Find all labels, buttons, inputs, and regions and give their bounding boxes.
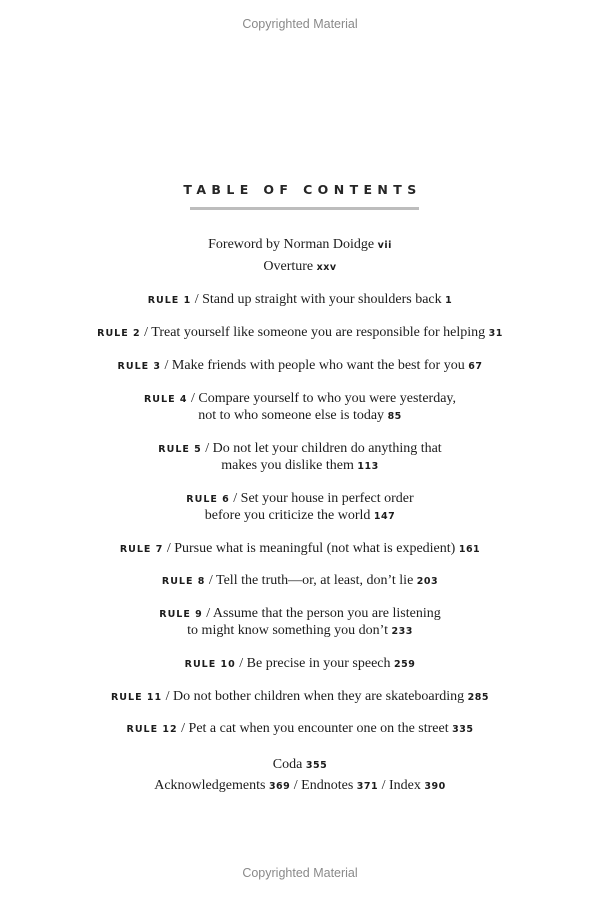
toc-entry-text: / Tell the truth—or, at least, don’t lie xyxy=(208,573,414,588)
toc-entry-rule-8[interactable] xyxy=(0,572,600,591)
toc-entry-text: Foreword by Norman Doidge xyxy=(208,237,375,252)
toc-entry-rule-7[interactable] xyxy=(0,540,600,559)
toc-page-number: 113 xyxy=(357,461,379,472)
toc-page-number: 233 xyxy=(391,626,413,637)
toc-entry-back-matter-row xyxy=(0,777,600,796)
toc-page-number: vii xyxy=(377,240,392,251)
toc-page-number: 67 xyxy=(468,361,483,372)
toc-page-number: 1 xyxy=(445,295,453,306)
toc-heading: TABLE OF CONTENTS xyxy=(183,182,422,197)
toc-entry-rule-12[interactable] xyxy=(0,720,600,739)
toc-entry-rule-4-continued[interactable] xyxy=(0,407,600,426)
toc-page-number: 161 xyxy=(458,544,481,555)
separator: / xyxy=(381,778,386,793)
toc-entry-endnotes[interactable] xyxy=(301,778,378,793)
toc-entry-text: before you criticize the world xyxy=(204,508,371,523)
watermark-top: Copyrighted Material xyxy=(242,17,358,31)
toc-page-number: 369 xyxy=(268,781,291,792)
toc-page-number: xxv xyxy=(316,262,337,273)
toc-entry-overture[interactable] xyxy=(0,258,600,277)
rule-label: RULE 6 xyxy=(186,494,230,505)
toc-page-number: 203 xyxy=(416,576,439,587)
rule-label: RULE 8 xyxy=(161,576,206,587)
rule-label: RULE 11 xyxy=(110,692,163,703)
toc-page-number: 371 xyxy=(356,781,379,792)
toc-page-number: 390 xyxy=(424,781,446,792)
toc-entry-text: to might know something you don’t xyxy=(187,623,388,638)
toc-entry-rule-10[interactable] xyxy=(0,655,600,674)
toc-entry-rule-2[interactable] xyxy=(0,324,600,343)
heading-underline xyxy=(190,207,419,210)
separator: / xyxy=(293,778,298,793)
toc-entry-text: not to who someone else is today xyxy=(198,408,385,423)
toc-entry-text: / Do not let your children do anything that xyxy=(205,441,442,456)
toc-entry-text: Endnotes xyxy=(301,778,354,793)
toc-entry-text: / Stand up straight with your shoulders back xyxy=(194,292,442,307)
toc-entry-acknowledgements[interactable] xyxy=(154,778,290,793)
toc-entry-text: / Compare yourself to who you were yesterday, xyxy=(190,391,456,406)
toc-page-number: 85 xyxy=(387,411,402,422)
toc-entry-foreword[interactable] xyxy=(0,236,600,255)
toc-entry-rule-1[interactable] xyxy=(0,291,600,310)
toc-entry-text: / Pursue what is meaningful (not what is expedient) xyxy=(166,541,456,556)
toc-page-number: 31 xyxy=(488,328,503,339)
toc-entry-text: / Be precise in your speech xyxy=(239,656,391,671)
toc-entry-text: Overture xyxy=(263,259,314,274)
toc-entry-index[interactable] xyxy=(389,778,446,793)
toc-page-number: 259 xyxy=(394,659,416,670)
rule-label: RULE 9 xyxy=(159,609,203,620)
toc-page-number: 335 xyxy=(452,724,474,735)
rule-label: RULE 1 xyxy=(147,295,192,306)
toc-entry-text: / Assume that the person you are listening xyxy=(206,606,441,621)
toc-entry-text: / Set your house in perfect order xyxy=(233,491,414,506)
toc-entry-text: / Treat yourself like someone you are responsible for helping xyxy=(144,325,486,340)
toc-entry-coda[interactable] xyxy=(0,756,600,775)
rule-label: RULE 10 xyxy=(184,659,236,670)
rule-label: RULE 7 xyxy=(119,544,164,555)
rule-label: RULE 2 xyxy=(97,328,141,339)
toc-entry-text: / Pet a cat when you encounter one on the street xyxy=(181,721,449,736)
toc-entry-text: Acknowledgements xyxy=(154,778,266,793)
watermark-bottom: Copyrighted Material xyxy=(242,866,358,880)
toc-entry-rule-3[interactable] xyxy=(0,357,600,376)
rule-label: RULE 3 xyxy=(117,361,162,372)
toc-entry-rule-9-continued[interactable] xyxy=(0,622,600,641)
toc-page-number: 147 xyxy=(373,511,396,522)
rule-label: RULE 4 xyxy=(143,394,188,405)
rule-label: RULE 12 xyxy=(126,724,178,735)
toc-entry-rule-11[interactable] xyxy=(0,688,600,707)
toc-entry-text: / Do not bother children when they are skateboarding xyxy=(165,689,465,704)
toc-entry-text: / Make friends with people who want the best for you xyxy=(164,358,465,373)
toc-entry-text: makes you dislike them xyxy=(221,458,354,473)
toc-page-number: 285 xyxy=(467,692,490,703)
toc-entry-rule-6-continued[interactable] xyxy=(0,507,600,526)
toc-entry-rule-5-continued[interactable] xyxy=(0,457,600,476)
rule-label: RULE 5 xyxy=(158,444,202,455)
toc-entry-text: Coda xyxy=(272,757,303,772)
toc-entry-text: Index xyxy=(389,778,421,793)
toc-page-number: 355 xyxy=(305,760,328,771)
